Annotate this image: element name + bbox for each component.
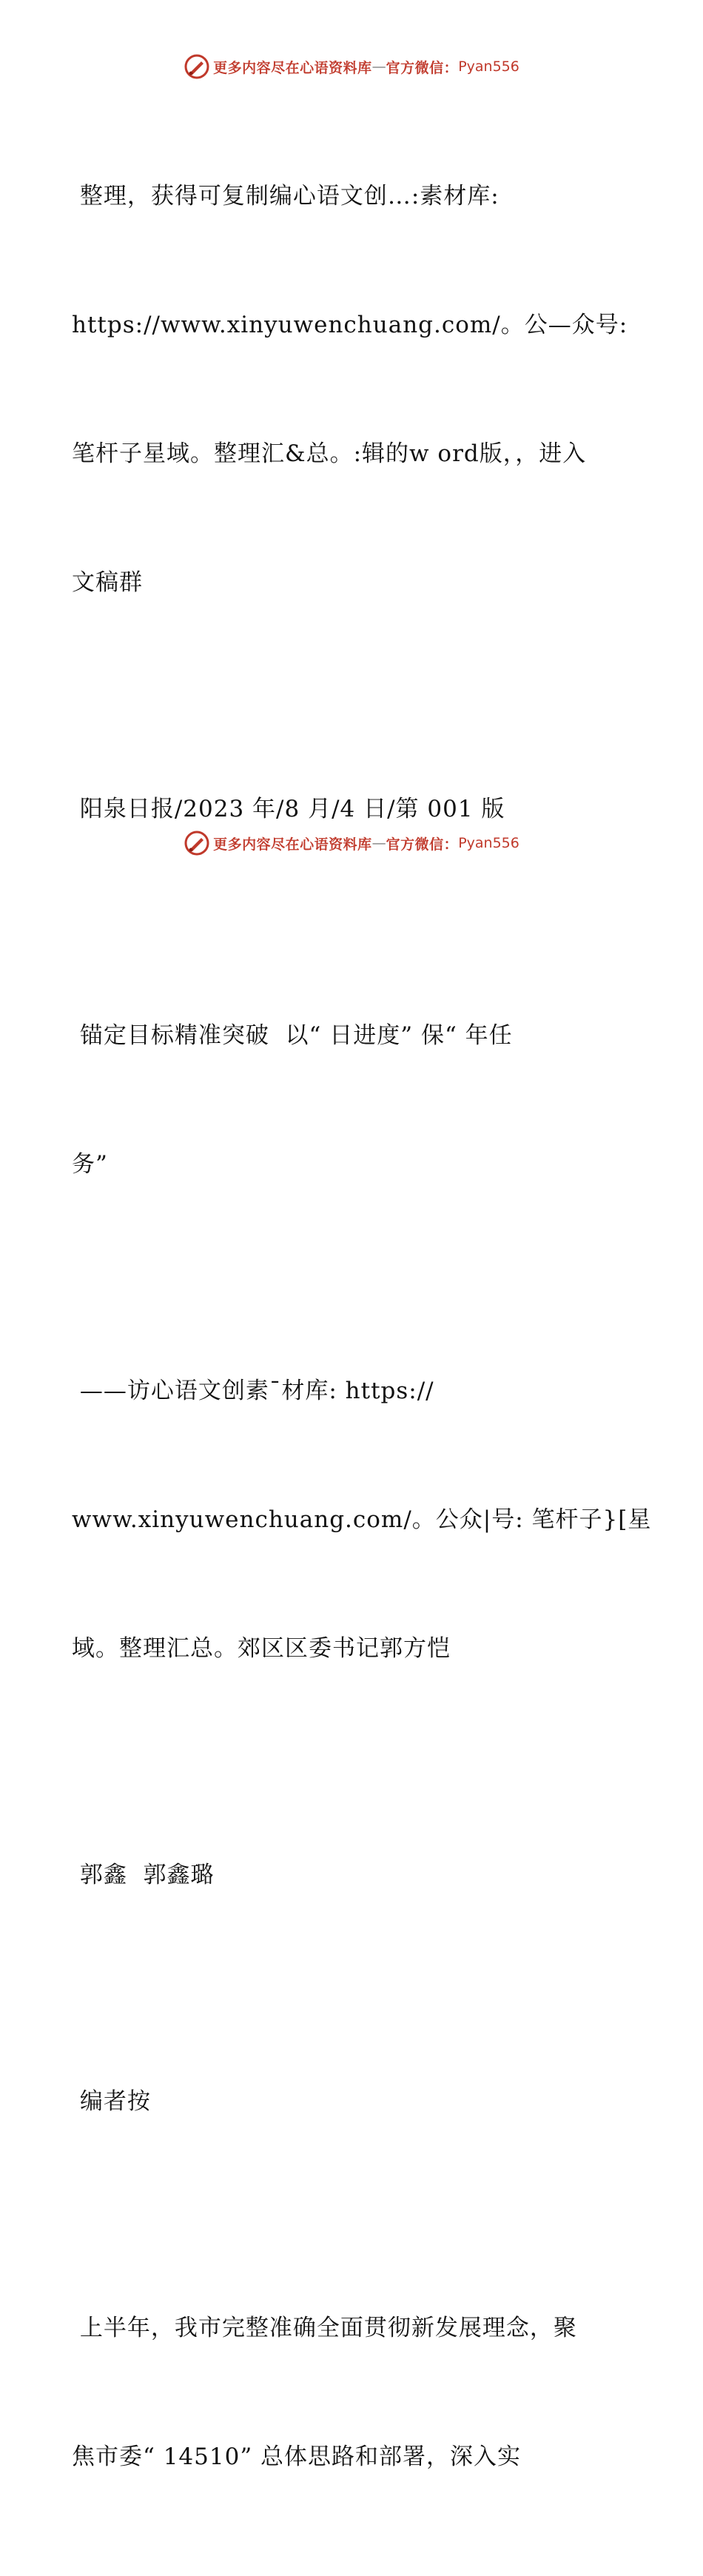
pen-logo-icon [184,53,210,80]
banner-contact-label: 官方微信： [386,836,459,853]
text-line: 上半年，我市完整准确全面贯彻新发展理念，聚 [72,2315,577,2341]
source-line [72,702,649,916]
banner-contact-label: 官方微信： [386,59,459,76]
text-line: 阳泉日报/2023 年/8 月/4 日/第 001 版 [72,796,505,822]
banner-title: 更多内容尽在心语资料库 [213,836,372,853]
text-line: www.xinyuwenchuang.com/。公众|号: 笔杆子}[星 [72,1506,652,1533]
footer-banner [0,828,703,858]
text-line: 务” [72,1151,108,1178]
editor-note-heading [72,1994,649,2209]
pen-logo-icon [184,830,210,856]
text-line: 锚定目标精准突破 以“ 日进度” 保“ 年任 [72,1022,513,1049]
text-line: 整理，获得可复制编心语文创…:素材库: [72,183,500,209]
text-line: 郭鑫 郭鑫璐 [72,1862,215,1888]
author-line [72,1768,649,1982]
text-line: 笔杆子星域。整理汇&总。:辑的w ord版，，进入 [72,440,587,467]
article-title [72,928,649,1272]
banner-contact-id: Pyan556 [458,835,519,851]
intro-paragraph [72,89,649,690]
text-line: 文稿群 [72,569,143,596]
banner-contact-id: Pyan556 [458,58,519,75]
text-line: 焦市委“ 14510” 总体思路和部署，深入实 [72,2443,522,2470]
article-subtitle [72,1284,652,1756]
text-line: ——访心语文创素¯材库: https:// [72,1378,434,1404]
text-line: https://www.xinyuwenchuang.com/。公—众号: [72,312,628,338]
header-banner [0,52,703,81]
text-line: 编者按 [72,2088,151,2115]
document-body [72,89,652,2576]
banner-separator: — [371,835,386,851]
text-line: 域。整理汇总。郊区区委书记郭方恺 [72,1635,451,1662]
body-paragraph [72,2221,649,2564]
banner-separator: — [371,58,386,75]
banner-title: 更多内容尽在心语资料库 [213,59,372,76]
